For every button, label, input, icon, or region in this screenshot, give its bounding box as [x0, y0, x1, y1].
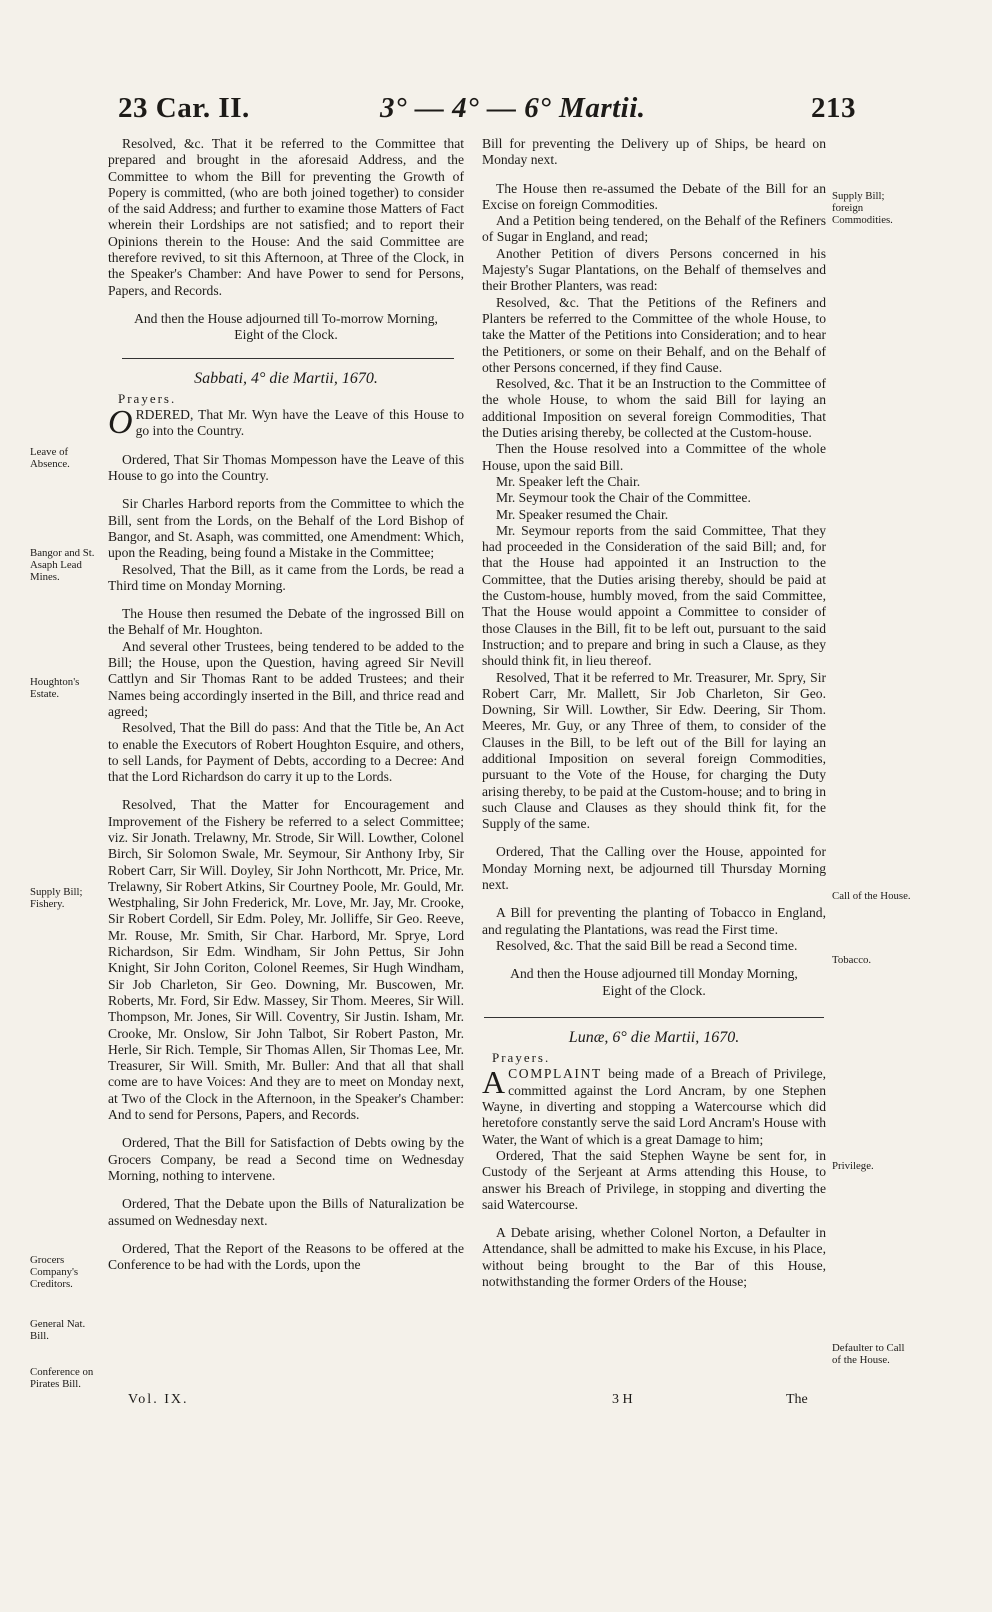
committee-whole-house: Then the House resolved into a Committee of the whole House, upon the said Bill.: [482, 441, 826, 473]
houghton-trustees: And several other Trustees, being tendered to be added to the Bill; the House, upon the Question, having agreed Sir Nevill Cattlyn and Sir Thomas Rant to be added Trustees; and their Names being accordingly inserted in the Bill, and thrice read and agreed;: [108, 638, 464, 719]
houghton-resolved: Resolved, That the Bill do pass: And that the Title be, An Act to enable the Executors of Robert Houghton Esquire, and others, to sell Lands, for Payment of Debts, according to a Decree: And that the Lord Richardson do carry it up to the Lords.: [108, 720, 464, 785]
page-header: [118, 92, 856, 132]
section-rule-2: [484, 1017, 824, 1018]
complaint-caps: COMPLAINT: [508, 1066, 602, 1082]
prayers-heading-2: Prayers.: [492, 1050, 551, 1066]
planters-petition: Another Petition of divers Persons concerned in his Majesty's Sugar Plantations, on the Behalf of themselves and their Brother Planters, was read:: [482, 245, 826, 294]
calling-ordered: Ordered, That the Calling over the House, appointed for Monday Morning next, be adjourned till Thursday Morning next.: [482, 844, 826, 893]
left-column: [108, 136, 464, 1273]
seymour-report: Mr. Seymour reports from the said Committee, That they had proceeded in the Consideration of the said Bill; and, for that the House had appointed it an Instruction to the Committee, that the Duties arising thereby, should be paid at the Custom-house, humbly moved, from the said Committee, That the House would appoint a Committee to consider of those Clauses in the Bill, fit to be left out, pursuant to the said Instruction; and to prepare and bring in such a Clause, as they should think fit, in lieu thereof.: [482, 522, 826, 669]
margin-note-supply-foreign: Supply Bill; foreign Commodities.: [832, 190, 893, 226]
tobacco-resolved: Resolved, &c. That the said Bill be read a Second time.: [496, 937, 798, 953]
header-dates: 3° — 4° — 6° Martii.: [380, 92, 646, 124]
ordered-wyn-text: RDERED, That Mr. Wyn have the Leave of this House to go into the Country.: [135, 407, 464, 439]
naturalization-ordered: Ordered, That the Debate upon the Bills of Naturalization be assumed on Wednesday next.: [108, 1196, 464, 1228]
norton-debate: A Debate arising, whether Colonel Norton, a Defaulter in Attendance, shall be admitted to make his Excuse, in his Place, without being brought to the Bar of this House, notwithstanding the former Orders of the House;: [482, 1225, 826, 1289]
volume-label: Vol. IX.: [128, 1392, 189, 1407]
tobacco-bill: A Bill for preventing the planting of Tobacco in England, and regulating the Plantations, was read the First time.: [482, 905, 826, 937]
regnal-year: 23 Car. II.: [118, 92, 250, 124]
conference-ordered: Ordered, That the Report of the Reasons to be offered at the Conference to be had with the Lords, upon the: [108, 1240, 464, 1273]
harbord-report: Sir Charles Harbord reports from the Committee to which the Bill, sent from the Lords, on the Behalf of the Lord Bishop of Bangor, and St. Asaph, was committed, one Amendment: Which, upon the Reading, being found a Mistake in the Committee;: [108, 496, 464, 561]
margin-note-leave: Leave of Absence.: [30, 446, 70, 470]
refiners-petition: And a Petition being tendered, on the Behalf of the Refiners of Sugar in England, and read;: [482, 213, 826, 245]
margin-note-privilege: Privilege.: [832, 1160, 874, 1172]
margin-note-grocers: Grocers Company's Creditors.: [30, 1254, 79, 1290]
speaker-resumed: Mr. Speaker resumed the Chair.: [496, 506, 669, 522]
adjournment-1: And then the House adjourned till To-morrow Morning, Eight of the Clock.: [134, 310, 438, 343]
margin-note-defaulter: Defaulter to Call of the House.: [832, 1342, 905, 1366]
right-column: [482, 136, 826, 1290]
prayers-heading-1: Prayers.: [118, 390, 177, 406]
complaint-text: being made of a Breach of Privilege, committed against the Lord Ancram, by one Stephen Wayne, in diverting and stopping a Watercourse which did heretofore constantly serve the said Lord Ancram's House with Water, the Want of which is a great Damage to him;: [482, 1066, 826, 1147]
ordered-wyn: [108, 407, 464, 440]
date-heading-1: Sabbati, 4° die Martii, 1670.: [194, 369, 378, 387]
clauses-resolved: Resolved, That it be referred to Mr. Treasurer, Mr. Spry, Sir Robert Carr, Mr. Mallett, Sir Job Charleton, Sir Geo. Downing, Sir Will. Lowther, Sir Edw. Deering, Sir Thom. Meeres, Mr. Guy, or any Three of them, to consider of the Clauses in the Bill, to be left out of the Bill for laying an additional Imposition on several foreign Commodities, pursuant to the Vote of the House, for charging the Duty arising thereby, to be paid at the Custom-house; and to bring in such Clause and Clauses as they should think fit, for the Supply of the same.: [482, 669, 826, 832]
date-heading-2: Lunæ, 6° die Martii, 1670.: [568, 1028, 740, 1046]
margin-note-tobacco: Tobacco.: [832, 954, 872, 966]
catchword: The: [786, 1392, 808, 1407]
page-number: 213: [811, 92, 856, 124]
section-rule-1: [122, 358, 454, 359]
margin-note-houghton: Houghton's Estate.: [30, 676, 80, 700]
fishery-resolved: Resolved, That the Matter for Encouragement and Improvement of the Fishery be referred to a select Committee; viz. Sir Jonath. Trelawny, Mr. Strode, Sir Will. Lowther, Colonel Birch, Sir Solomon Swale, Mr. Seymour, Sir Anthony Irby, Sir Robert Carr, Sir Will. Doyley, Sir John Northcott, Mr. Price, Mr. Trelawny, Sir Robert Atkins, Sir Courtney Poole, Mr. Gould, Mr. Westphaling, Sir John Frederick, Mr. Love, Mr. Jay, Mr. Crooke, Sir Robert Cordell, Sir Edm. Poley, Mr. Jolliffe, Sir Geo. Reeve, Mr. Rouse, Mr. Smith, Sir Char. Harbord, Mr. Sprye, Lord Richardson, Sir Edm. Windham, Sir John Pettus, Sir John Knight, Sir John Coriton, Colonel Reemes, Sir Hugh Windham, Sir Job Charleton, Sir Geo. Downing, Mr. Buscowen, Mr. Roberts, Mr. Ford, Sir Edw. Massey, Sir Thom. Meeres, Sir Will. Thompson, Mr. Jones, Sir Will. Coventry, Sir Justin. Isham, Mr. Crooke, Mr. Onslow, Sir John Talbot, Sir Robert Paston, Mr. Herle, Sir Rich. Temple, Sir Thomas Allen, Sir Thomas Lee, Mr. Treasurer, Sir Will. Smith, Mr. Buller: And that all that shall come are to have Voices: And they are to meet on Monday next, at Two of the Clock in the Afternoon, in the Speaker's Chamber: And to send for Persons, Papers, and Records.: [108, 797, 464, 1123]
drop-cap-a: A: [482, 1066, 506, 1101]
resolved-address: Resolved, &c. That it be referred to the Committee that prepared and brought in the aforesaid Address, and the Committee to whom the Bill for preventing the Growth of Popery is committed, (who are both joined together) to consider of the said Address; and further to examine those Matters of Fact wherein their Lordships are not satisfied; and to report their Opinions therein to the House: And the said Committee are therefore revived, to sit this Afternoon, at Three of the Clock, in the Speaker's Chamber: And have Power to send for Persons, Papers, and Records.: [108, 136, 464, 298]
excise-debate: The House then re-assumed the Debate of the Bill for an Excise on foreign Commodities.: [482, 180, 826, 212]
complaint-paragraph: [482, 1066, 826, 1147]
seymour-chair: Mr. Seymour took the Chair of the Committee.: [496, 490, 751, 506]
adjournment-2: And then the House adjourned till Monday Morning, Eight of the Clock.: [510, 966, 798, 998]
wayne-ordered: Ordered, That the said Stephen Wayne be sent for, in Custody of the Serjeant at Arms attending this House, to answer his Breach of Privilege, in stopping and diverting the said Watercourse.: [482, 1147, 826, 1212]
margin-note-conference: Conference on Pirates Bill.: [30, 1366, 94, 1390]
ordered-mompesson: Ordered, That Sir Thomas Mompesson have the Leave of this House to go into the Country.: [108, 451, 464, 484]
signature-mark: 3 H: [612, 1392, 633, 1407]
speaker-left: Mr. Speaker left the Chair.: [496, 473, 641, 489]
ships-bill-continued: Bill for preventing the Delivery up of Ships, be heard on Monday next.: [482, 136, 826, 168]
petitions-resolved: Resolved, &c. That the Petitions of the Refiners and Planters be referred to the Committee of the whole House, to take the Matter of the Petitions into Consideration; and to hear the Petitioners, or some on their Behalf, and on the Behalf of other Persons concerned, if they find Cause.: [482, 294, 826, 375]
margin-note-fishery: Supply Bill; Fishery.: [30, 886, 83, 910]
margin-note-bangor: Bangor and St. Asaph Lead Mines.: [30, 547, 95, 583]
margin-note-call-house: Call of the House.: [832, 890, 911, 902]
drop-cap-o: O: [108, 407, 133, 440]
harbord-resolved: Resolved, That the Bill, as it came from the Lords, be read a Third time on Monday Morning.: [108, 561, 464, 593]
grocers-ordered: Ordered, That the Bill for Satisfaction of Debts owing by the Grocers Company, be read a Second time on Wednesday Morning, nothing to intervene.: [108, 1135, 464, 1183]
houghton-debate: The House then resumed the Debate of the ingrossed Bill on the Behalf of Mr. Houghton.: [108, 606, 464, 638]
margin-note-general-nat: General Nat. Bill.: [30, 1318, 86, 1342]
instruction-resolved: Resolved, &c. That it be an Instruction to the Committee of the whole House, to whom the said Bill for laying an additional Imposition on several foreign Commodities, That the Duties arising thereby, be collected at the Custom-house.: [482, 376, 826, 441]
